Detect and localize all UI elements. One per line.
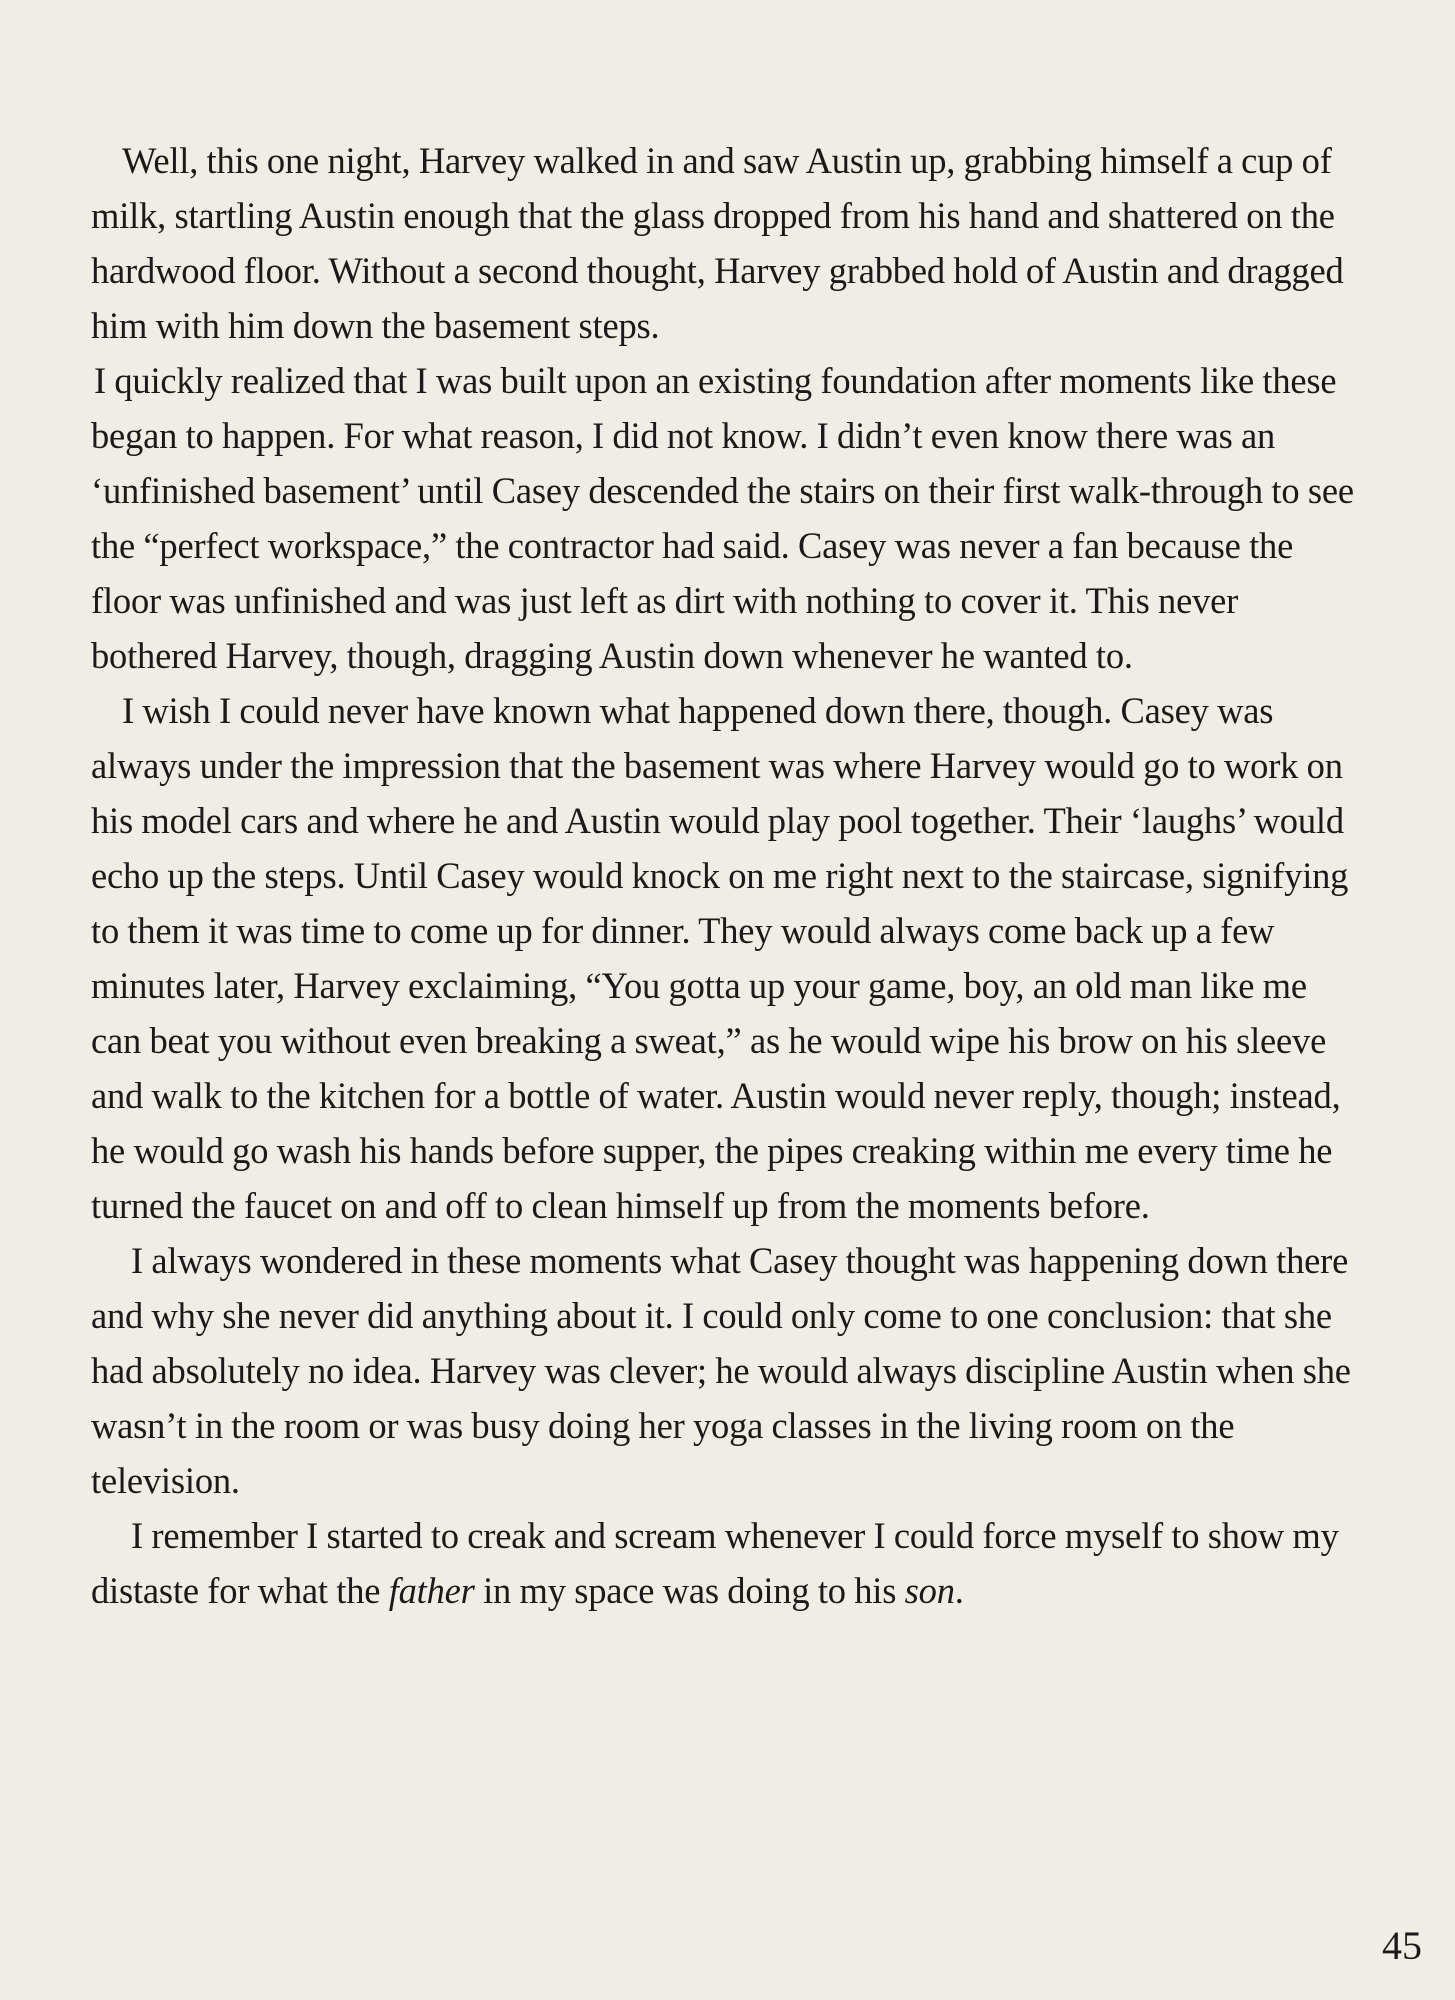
paragraph-5-text-3: . (954, 1570, 964, 1611)
paragraph-2: I quickly realized that I was built upon an existing foundation after moments like these began to happen. For what reason, I did not know. I didn’t even know there was an ‘unfinished basement’ until Casey descended the stairs on their first walk-through to see the “perfect workspace,” the contractor had said. Casey was never a fan because the floor was unfinished and was just left as dirt with nothing to cover it. This never bothered Harvey, though, dragging Austin down whenever he wanted to. (91, 360, 1354, 676)
paragraph-5-text-1: I remember I started to creak and scream whenever I could force myself to show my distaste for what the (91, 1515, 1339, 1611)
paragraph-4: I always wondered in these moments what Casey thought was happening down there and why she never did anything about it. I could only come to one conclusion: that she had absolutely no idea. Harvey was clever; he would always discipline Austin when she wasn’t in the room or was busy doing her yoga classes in the living room on the television. (91, 1240, 1351, 1501)
emphasis-father: father (388, 1570, 475, 1611)
emphasis-son: son (904, 1570, 955, 1611)
paragraph-1: Well, this one night, Harvey walked in and saw Austin up, grabbing himself a cup of milk, startling Austin enough that the glass dropped from his hand and shattered on the hardwood floor. Without a second thought, Harvey grabbed hold of Austin and dragged him with him down the basement steps. (91, 140, 1344, 346)
paragraph-5-text-2: in my space was doing to his (474, 1570, 905, 1611)
paragraph-3: I wish I could never have known what happened down there, though. Casey was always under the impression that the basement was where Harvey would go to work on his model cars and where he and Austin would play pool together. Their ‘laughs’ would echo up the steps. Until Casey would knock on me right next to the staircase, signifying to them it was time to come up for dinner. They would always come back up a few minutes later, Harvey exclaiming, “You gotta up your game, boy, an old man like me can beat you without even breaking a sweat,” as he would wipe his brow on his sleeve and walk to the kitchen for a bottle of water. Austin would never reply, though; instead, he would go wash his hands before supper, the pipes creaking within me every time he turned the faucet on and off to clean himself up from the moments before. (91, 690, 1349, 1226)
paragraph-5 (91, 1508, 1359, 1618)
page-body (91, 133, 1359, 1618)
page-number: 45 (1382, 1923, 1422, 1968)
